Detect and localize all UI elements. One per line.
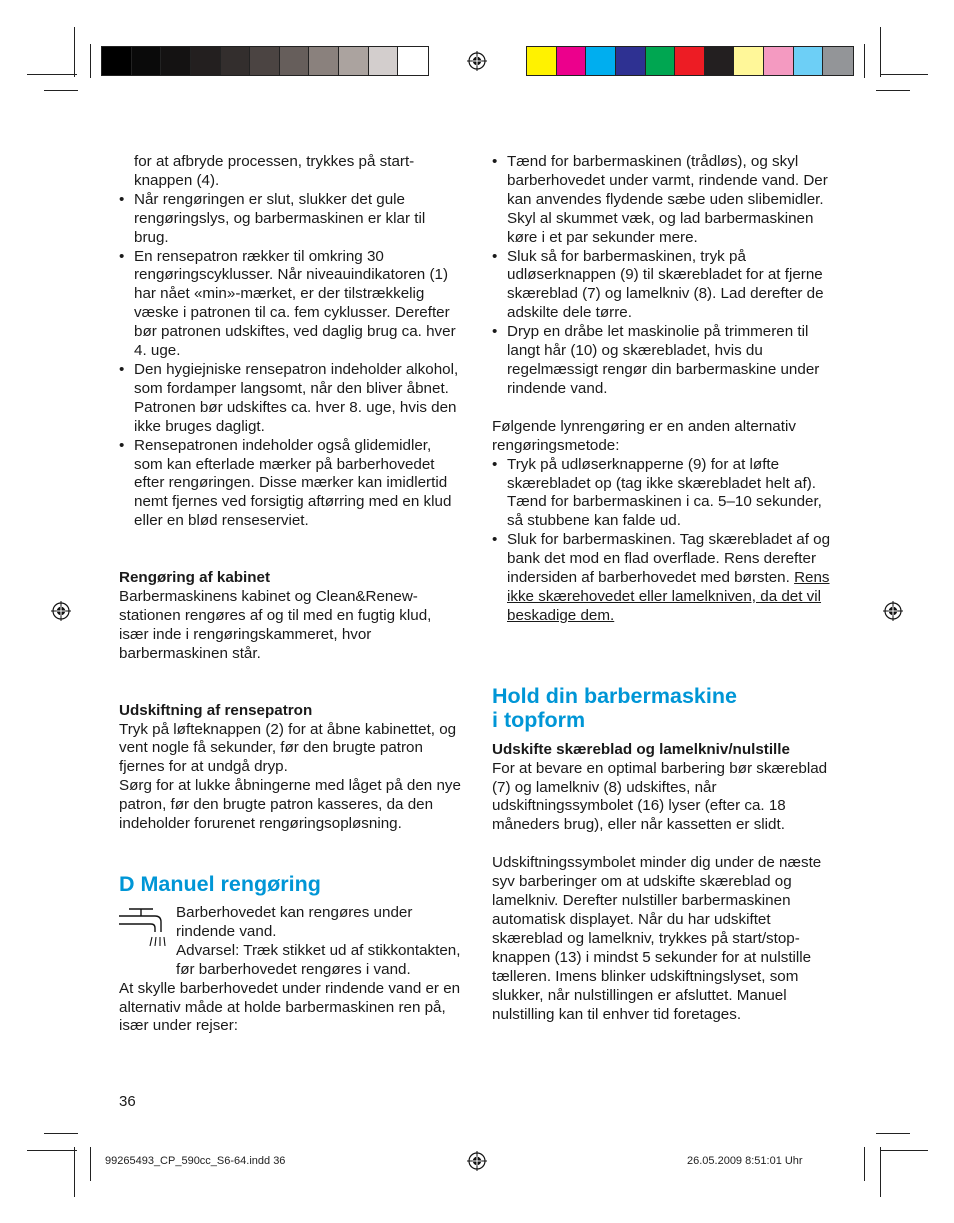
registration-mark-icon: [883, 601, 903, 621]
crop-mark: [90, 44, 91, 78]
bullet-item: • Rensepatronen indeholder også glidemidler, som kan efterlade mærker på barberhovedet efter rengøringen. Disse mærker kan imidlertid nemt fjernes ved forsigtig aftørring med en klud eller en blød renseserviet.: [119, 437, 464, 532]
crop-mark: [880, 1147, 881, 1197]
color-swatch: [586, 47, 616, 75]
paragraph: At skylle barberhovedet under rindende vand er en alternativ måde at holde barbermaskinen ren på, især under rejser:: [119, 979, 461, 1035]
color-swatch: [280, 47, 310, 75]
footer-timestamp: 26.05.2009 8:51:01 Uhr: [687, 1155, 803, 1167]
registration-mark-icon: [467, 51, 487, 71]
color-swatch: [309, 47, 339, 75]
left-column: [119, 153, 464, 1036]
color-swatch: [616, 47, 646, 75]
footer-file-name: 99265493_CP_590cc_S6-64.indd 36: [105, 1155, 286, 1167]
color-swatch: [221, 47, 251, 75]
color-swatch: [646, 47, 676, 75]
paragraph: Barberhovedet kan rengøres under rindende vand.: [176, 904, 413, 940]
bullet-item: • Dryp en dråbe let maskinolie på trimmeren til langt hår (10) og skærebladet, hvis du regelmæssigt rengør din barbermaskine under rindende vand.: [492, 323, 837, 399]
crop-mark: [74, 1147, 75, 1197]
crop-mark: [880, 74, 928, 75]
color-swatch: [527, 47, 557, 75]
color-swatch: [557, 47, 587, 75]
registration-mark-icon: [467, 1151, 487, 1171]
crop-mark: [864, 44, 865, 78]
section-heading: Udskifte skæreblad og lamelkniv/nulstille: [492, 740, 790, 758]
section-heading: Rengøring af kabinet: [119, 569, 271, 587]
crop-mark: [44, 90, 78, 91]
color-swatch: [734, 47, 764, 75]
paragraph: Udskiftningssymbolet minder dig under de næste syv barberinger om at udskifte skæreblad og lamelkniv. Derefter nulstiller barbermaskinen automatisk displayet. Når du har udskiftet skæreblad og lamelkniv, trykkes på start/stop-knappen (13) i mindst 5 sekunder for at nulstille tælleren. Imens blinker udskiftningslyset, som slukker, når nulstillingen er afsluttet. Manuel nulstilling kan til enhver tid foretages.: [492, 854, 822, 1023]
crop-mark: [880, 27, 881, 77]
color-swatch-bar: [526, 46, 854, 76]
crop-mark: [90, 1147, 91, 1181]
warning-text: Advarsel: Træk stikket ud af stikkontakten, før barberhovedet rengøres i vand.: [176, 941, 461, 978]
color-swatch: [823, 47, 853, 75]
color-swatch: [369, 47, 399, 75]
section-title-line: i topform: [492, 707, 586, 732]
bullet-item: • En rensepatron rækker til omkring 30 rengøringscyklusser. Når niveauindikatoren (1) har nået «min»-mærket, er der tilstrækkelig væske i patronen til ca. fem cyklusser. Derefter bør patronen udskiftes, ved daglig brug ca. hver 4. uge.: [119, 248, 464, 361]
underlined-warning: Rens ikke skærehovedet eller lamelkniven, da det vil beskadige dem.: [507, 569, 830, 624]
bullet-item: • Tænd for barbermaskinen (trådløs), og skyl barberhovedet under varmt, rindende vand. Der kan anvendes flydende sæbe uden slibemidler. Skyl al skummet væk, og lad barbermaskinen køre i et par sekunder mere.: [492, 153, 837, 248]
paragraph: Barbermaskinens kabinet og Clean&Renew-stationen rengøres af og til med en fugtig klud, især inde i rengøringskammeret, hvor barbermaskinen står.: [119, 588, 432, 662]
paragraph: Følgende lynrengøring er en anden alternativ rengøringsmetode:: [492, 417, 796, 454]
page-number: 36: [119, 1093, 136, 1110]
faucet-water-icon: [119, 906, 167, 948]
crop-mark: [27, 1150, 77, 1151]
section-heading: Udskiftning af rensepatron: [119, 701, 313, 719]
color-swatch: [764, 47, 794, 75]
bullet-text: Sluk for barbermaskinen. Tag skærebladet af og bank det mod en flad overflade. Rens derefter indersiden af barberhovedet med børsten.: [507, 531, 831, 587]
registration-mark-icon: [51, 601, 71, 621]
crop-mark: [44, 1133, 78, 1134]
crop-mark: [880, 1150, 928, 1151]
bullet-item: • Når rengøringen er slut, slukker det gule rengøringslys, og barbermaskinen er klar til brug.: [119, 191, 464, 248]
paragraph: For at bevare en optimal barbering bør skæreblad (7) og lamelkniv (8) udskiftes, når udskiftningssymbolet (16) lyser (efter ca. 18 måneders brug), eller når kassetten er slidt.: [492, 759, 828, 834]
color-swatch: [102, 47, 132, 75]
color-swatch: [339, 47, 369, 75]
section-title-line: Hold din barbermaskine: [492, 683, 737, 708]
color-swatch: [191, 47, 221, 75]
color-swatch: [161, 47, 191, 75]
bullet-item: [492, 531, 837, 626]
paragraph: Tryk på løfteknappen (2) for at åbne kabinettet, og vent nogle få sekunder, før den brugte patron fjernes for at undgå dryp.: [119, 720, 457, 776]
right-column: [492, 153, 837, 1024]
bullet-item: • Tryk på udløserknapperne (9) for at løfte skærebladet op (tag ikke skærebladet helt af). Tænd for barbermaskinen i ca. 5–10 sekunder, så stubbene kan falde ud.: [492, 456, 837, 532]
water-note: [119, 904, 464, 980]
color-swatch: [398, 47, 428, 75]
color-swatch: [794, 47, 824, 75]
crop-mark: [864, 1147, 865, 1181]
crop-mark: [74, 27, 75, 77]
crop-mark: [876, 1133, 910, 1134]
bullet-item: • Den hygiejniske rensepatron indeholder alkohol, som fordamper langsomt, når den bliver åbnet. Patronen bør udskiftes ca. hver 8. uge, hvis den ikke bruges dagligt.: [119, 361, 464, 437]
crop-mark: [876, 90, 910, 91]
bullet-item: • Sluk så for barbermaskinen, tryk på udløserknappen (9) til skærebladet for at fjerne skæreblad (7) og lamelkniv (8). Lad derefter de adskilte dele tørre.: [492, 248, 837, 324]
section-title: D Manuel rengøring: [119, 872, 321, 896]
color-swatch: [132, 47, 162, 75]
paragraph: Sørg for at lukke åbningerne med låget på den nye patron, før den brugte patron kasseres, da den indeholder forurenet rengøringsopløsning.: [119, 777, 461, 833]
color-swatch: [705, 47, 735, 75]
color-swatch: [675, 47, 705, 75]
color-swatch: [250, 47, 280, 75]
crop-mark: [27, 74, 77, 75]
grayscale-swatch-bar: [101, 46, 429, 76]
paragraph: for at afbryde processen, trykkes på start-knappen (4).: [134, 153, 415, 189]
